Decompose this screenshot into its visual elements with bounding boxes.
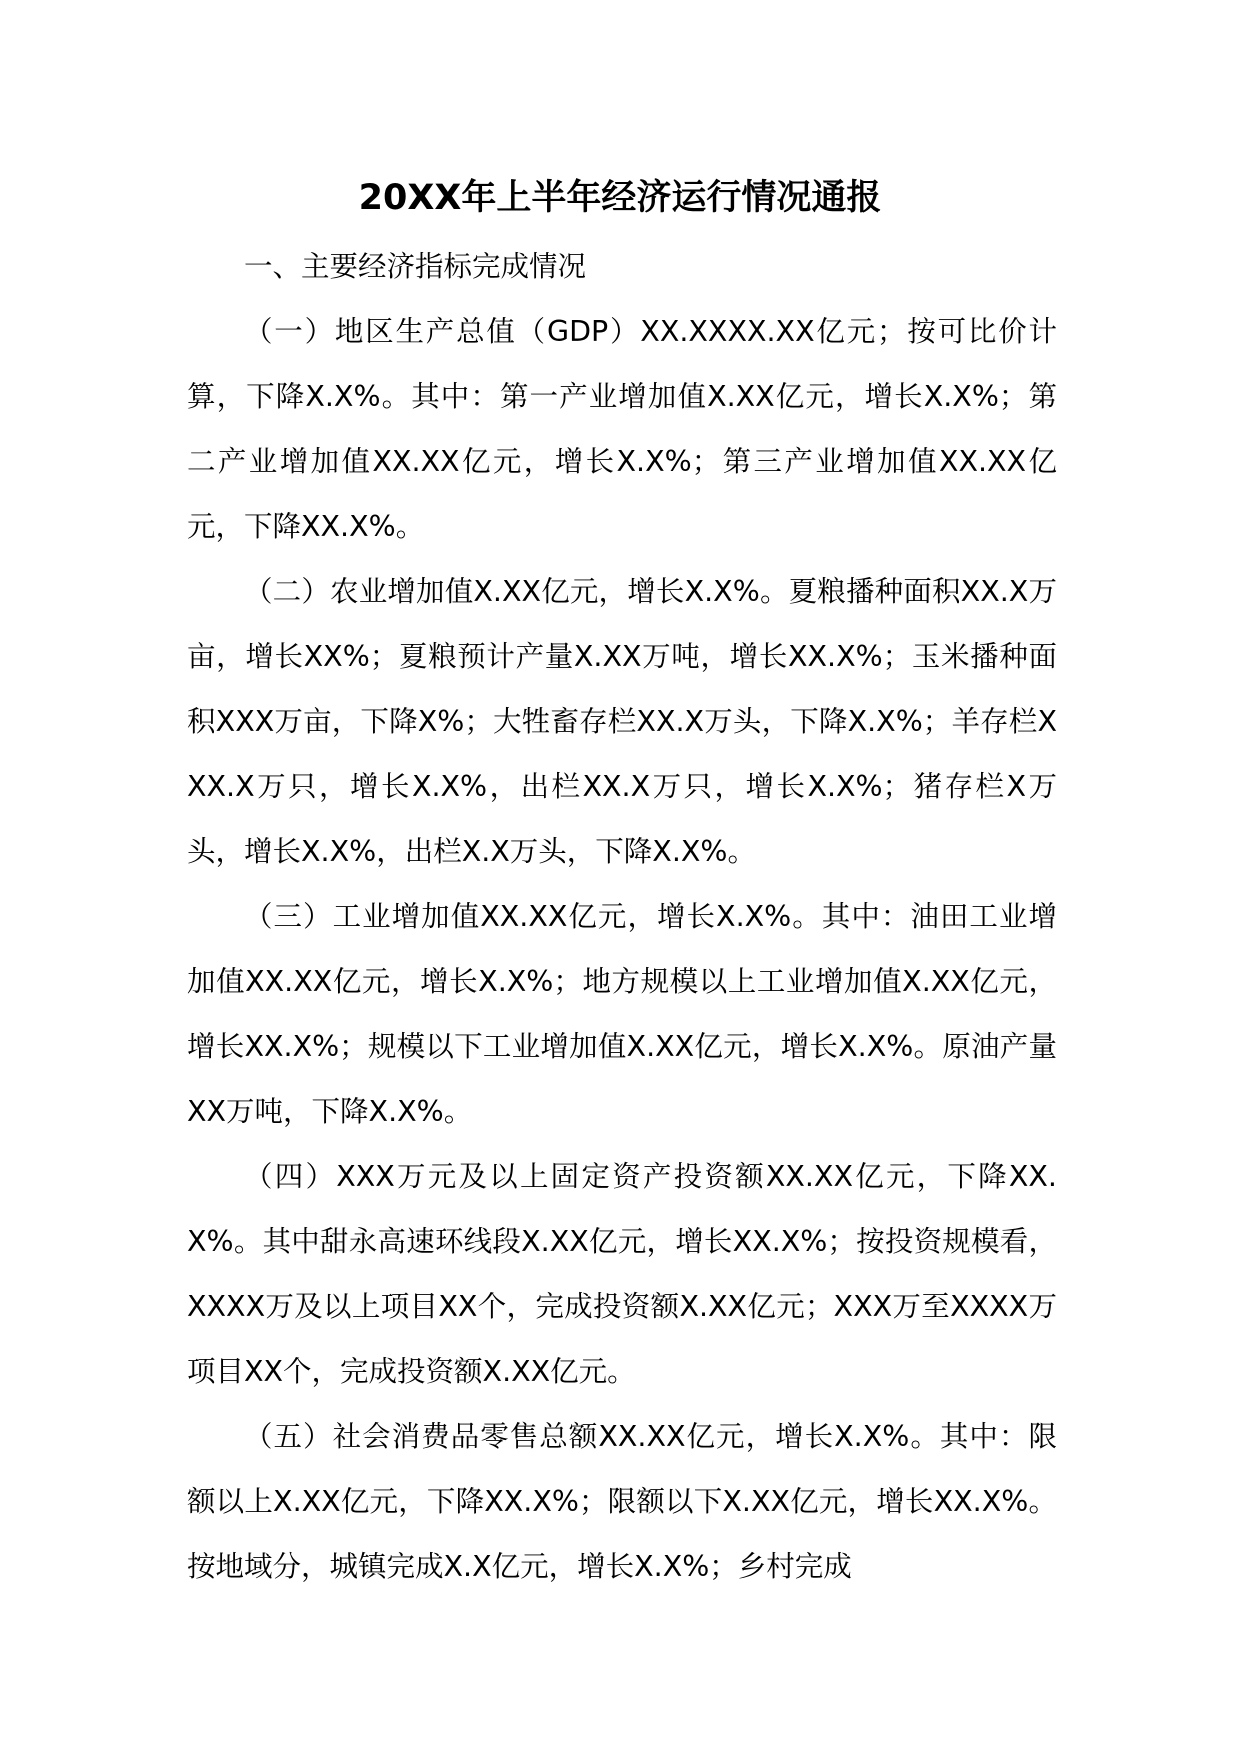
paragraph-agriculture: （二）农业增加值X.XX亿元，增长X.X%。夏粮播种面积XX.X万亩，增长XX%；夏粮预计产量X.XX万吨，增长XX.X%；玉米播种面积XXX万亩，下降X%；大牲畜存栏XX.X万头，下降X.X%；羊存栏XXX.X万只，增长X.X%，出栏XX.X万只，增长X.X%；猪存栏X万头，增长X.X%，出栏X.X万头，下降X.X%。 bbox=[187, 575, 1057, 868]
paragraph-investment: （四）XXX万元及以上固定资产投资额XX.XX亿元，下降XX.X%。其中甜永高速环线段X.XX亿元，增长XX.X%；按投资规模看，XXXX万及以上项目XX个，完成投资额X.XX亿元；XXX万至XXXX万项目XX个，完成投资额X.XX亿元。 bbox=[187, 1160, 1057, 1388]
section-heading: 一、主要经济指标完成情况 bbox=[244, 250, 587, 283]
paragraph-industry: （三）工业增加值XX.XX亿元，增长X.X%。其中：油田工业增加值XX.XX亿元，增长X.X%；地方规模以上工业增加值X.XX亿元，增长XX.X%；规模以下工业增加值X.XX亿元，增长X.X%。原油产量XX万吨，下降X.X%。 bbox=[187, 900, 1057, 1128]
paragraph-gdp: （一）地区生产总值（GDP）XX.XXXX.XX亿元；按可比价计算，下降X.X%。其中：第一产业增加值X.XX亿元，增长X.X%；第二产业增加值XX.XX亿元，增长X.X%；第三产业增加值XX.XX亿元，下降XX.X%。 bbox=[187, 315, 1057, 543]
document-body bbox=[187, 234, 1057, 1599]
paragraph-retail: （五）社会消费品零售总额XX.XX亿元，增长X.X%。其中：限额以上X.XX亿元，下降XX.X%；限额以下X.XX亿元，增长XX.X%。按地域分，城镇完成X.X亿元，增长X.X%；乡村完成 bbox=[187, 1420, 1057, 1583]
document-title: 20XX年上半年经济运行情况通报 bbox=[358, 178, 882, 218]
